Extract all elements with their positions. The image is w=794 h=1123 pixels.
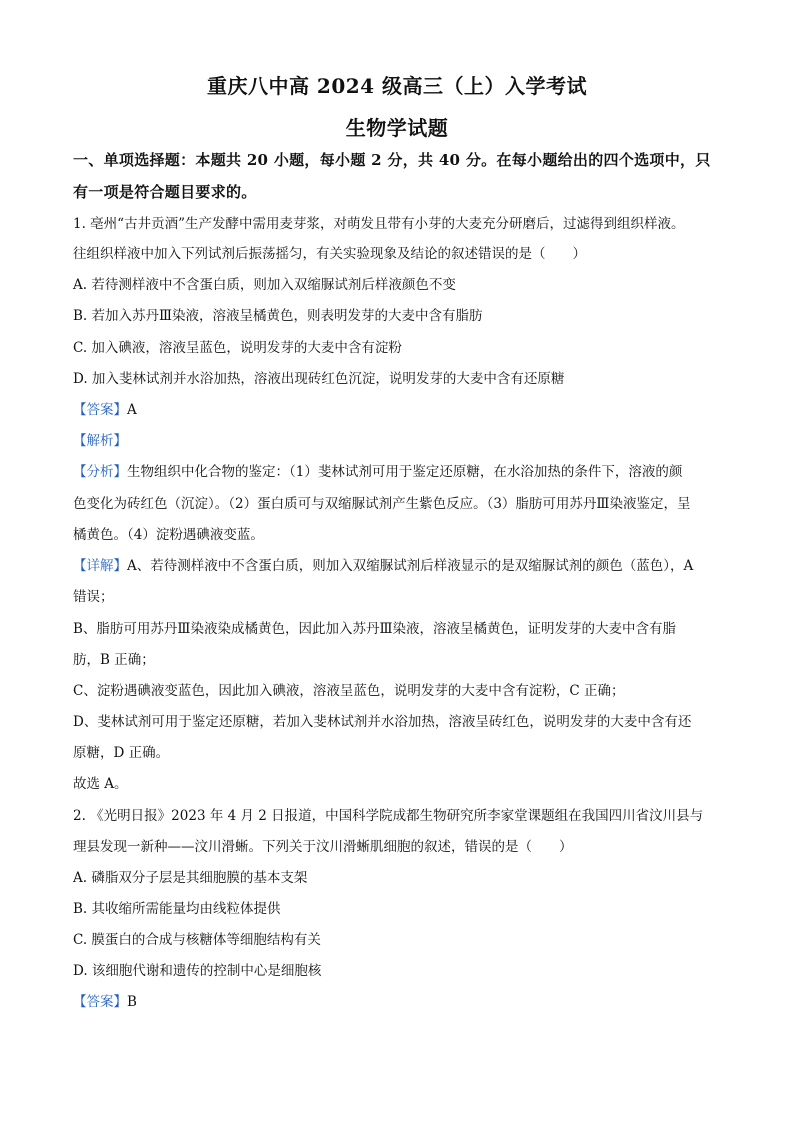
q1-explain-b-line-1: B、脂肪可用苏丹Ⅲ染液染成橘黄色，因此加入苏丹Ⅲ染液，溶液呈橘黄色，证明发芽的大麦中含有脂 bbox=[73, 621, 676, 637]
q2-answer bbox=[73, 992, 733, 1012]
q2-stem-line-2: 理县发现一新种——汶川滑蜥。下列关于汶川滑蜥肌细胞的叙述，错误的是（ ） bbox=[73, 839, 573, 855]
q2-option-c: C. 膜蛋白的合成与核糖体等细胞结构有关 bbox=[73, 932, 321, 948]
q1-fenxi-line-1 bbox=[73, 462, 733, 482]
xiangjie-text-1: A、若待测样液中不含蛋白质，则加入双缩脲试剂后样液显示的是双缩脲试剂的颜色（蓝色），A bbox=[127, 558, 694, 574]
exam-subtitle: 生物学试题 bbox=[345, 116, 449, 140]
q1-fenxi-line-2: 色变化为砖红色（沉淀）。（2）蛋白质可与双缩脲试剂产生紫色反应。（3）脂肪可用苏丹Ⅲ染液鉴定，呈 bbox=[73, 496, 691, 512]
section-heading-line-1: 一、单项选择题：本题共 20 小题，每小题 2 分，共 40 分。在每小题给出的四个选项中，只 bbox=[73, 151, 711, 169]
q1-option-d: D. 加入斐林试剂并水浴加热，溶液出现砖红色沉淀，说明发芽的大麦中含有还原糖 bbox=[73, 371, 565, 387]
q2-option-a: A. 磷脂双分子层是其细胞膜的基本支架 bbox=[73, 870, 308, 886]
q1-stem-line-2: 往组织样液中加入下列试剂后振荡摇匀，有关实验现象及结论的叙述错误的是（ ） bbox=[73, 246, 586, 262]
q1-analysis-heading bbox=[73, 431, 733, 451]
section-heading-line-2: 有一项是符合题目要求的。 bbox=[73, 183, 257, 201]
q1-explain-d-line-1: D、斐林试剂可用于鉴定还原糖，若加入斐林试剂并水浴加热，溶液呈砖红色，说明发芽的大麦中含有还 bbox=[73, 714, 692, 730]
q1-explain-c-line-1: C、淀粉遇碘液变蓝色，因此加入碘液，溶液呈蓝色，说明发芽的大麦中含有淀粉，C 正确； bbox=[73, 683, 625, 699]
q1-fenxi-line-3: 橘黄色。（4）淀粉遇碘液变蓝。 bbox=[73, 527, 264, 543]
q1-xiangjie-line-2: 错误； bbox=[73, 589, 114, 605]
fenxi-tag: 【分析】 bbox=[73, 464, 127, 480]
q1-option-c: C. 加入碘液，溶液呈蓝色，说明发芽的大麦中含有淀粉 bbox=[73, 340, 402, 356]
exam-title: 重庆八中高 2024 级高三（上）入学考试 bbox=[206, 74, 588, 98]
answer-value: A bbox=[127, 402, 137, 418]
q2-option-b: B. 其收缩所需能量均由线粒体提供 bbox=[73, 901, 281, 917]
analysis-tag: 【解析】 bbox=[73, 433, 127, 449]
q1-xiangjie-line-1 bbox=[73, 556, 733, 576]
q2-stem-line-1: 2. 《光明日报》2023 年 4 月 2 日报道，中国科学院成都生物研究所李家堂课题组在我国四川省汶川县与 bbox=[73, 808, 704, 824]
q1-explain-d-line-2: 原糖，D 正确。 bbox=[73, 745, 170, 761]
answer-value: B bbox=[127, 994, 137, 1010]
q1-answer bbox=[73, 400, 733, 420]
answer-tag: 【答案】 bbox=[73, 994, 127, 1010]
xiangjie-tag: 【详解】 bbox=[73, 558, 127, 574]
q1-stem-line-1: 1. 亳州“古井贡酒”生产发酵中需用麦芽浆，对萌发且带有小芽的大麦充分研磨后，过滤得到组织样液。 bbox=[73, 216, 685, 232]
answer-tag: 【答案】 bbox=[73, 402, 127, 418]
fenxi-text-1: 生物组织中化合物的鉴定：（1）斐林试剂可用于鉴定还原糖，在水浴加热的条件下，溶液的颜 bbox=[127, 464, 683, 480]
q2-option-d: D. 该细胞代谢和遗传的控制中心是细胞核 bbox=[73, 963, 322, 979]
q1-option-b: B. 若加入苏丹Ⅲ染液，溶液呈橘黄色，则表明发芽的大麦中含有脂肪 bbox=[73, 308, 483, 324]
q1-conclusion: 故选 A。 bbox=[73, 776, 128, 792]
q1-option-a: A. 若待测样液中不含蛋白质，则加入双缩脲试剂后样液颜色不变 bbox=[73, 277, 456, 293]
q1-explain-b-line-2: 肪，B 正确； bbox=[73, 652, 155, 668]
